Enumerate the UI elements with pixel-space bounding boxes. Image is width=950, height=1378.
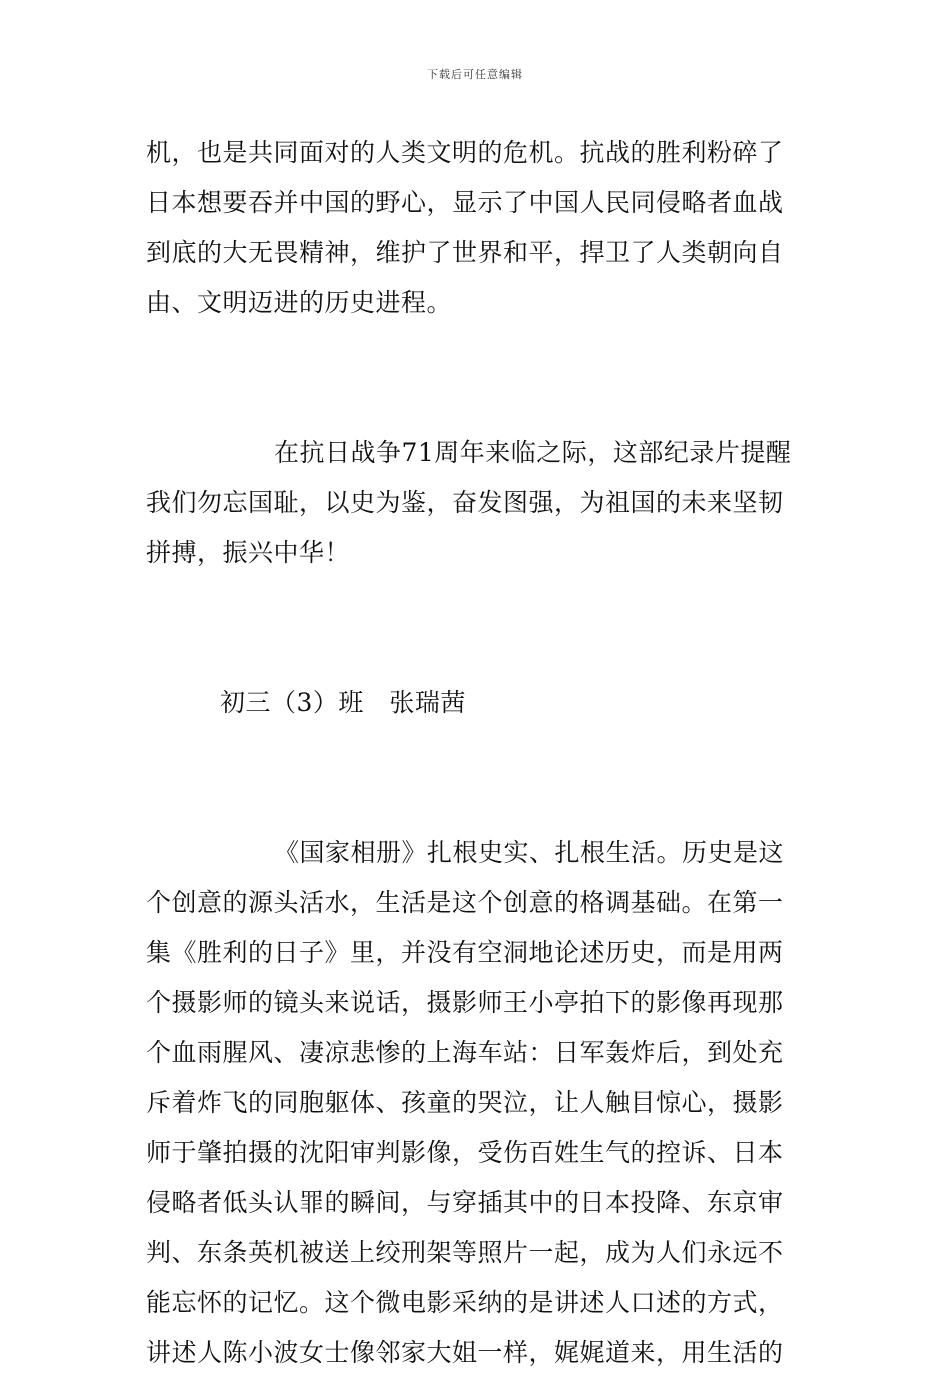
paragraph-national-album [146,828,808,1378]
text-line: 在抗日战争71周年来临之际，这部纪录片提醒 [274,438,792,467]
text-line: 集《胜利的日子》里，并没有空洞地论述历史，而是用两 [146,938,784,967]
paragraph-spacer [146,378,808,428]
text-line: 个血雨腥风、凄凉悲惨的上海车站：日军轰炸后，到处充 [146,1038,784,1067]
text-line: 到底的大无畏精神，维护了世界和平，捍卫了人类朝向自 [146,238,784,267]
text-line: 讲述人陈小波女士像邻家大姐一样，娓娓道来，用生活的 [146,1338,784,1367]
text-line: 机，也是共同面对的人类文明的危机。抗战的胜利粉碎了 [146,138,784,167]
page-header: 下载后可任意编辑 [427,68,523,81]
paragraph-spacer [146,628,808,678]
paragraph-spacer [146,578,808,628]
text-line: 我们勿忘国耻，以史为鉴，奋发图强，为祖国的未来坚韧 [146,488,784,517]
paragraph-spacer [146,728,808,778]
text-line: 侵略者低头认罪的瞬间，与穿插其中的日本投降、东京审 [146,1188,784,1217]
text-line: 个创意的源头活水，生活是这个创意的格调基础。在第一 [146,888,784,917]
text-line: 日本想要吞并中国的野心，显示了中国人民同侵略者血战 [146,188,784,217]
text-line: 判、东条英机被送上绞刑架等照片一起，成为人们永远不 [146,1238,784,1267]
text-line: 斥着炸飞的同胞躯体、孩童的哭泣，让人触目惊心，摄影 [146,1088,784,1117]
text-line: 个摄影师的镜头来说话，摄影师王小亭拍下的影像再现那 [146,988,784,1017]
text-line: 《国家相册》扎根史实、扎根生活。历史是这 [274,838,785,867]
document-body [146,128,808,1378]
text-line: 拼搏，振兴中华！ [146,538,351,567]
paragraph-spacer [146,328,808,378]
paragraph-closing-remarks [146,128,808,328]
text-line: 师于肇拍摄的沈阳审判影像，受伤百姓生气的控诉、日本 [146,1138,784,1167]
paragraph-spacer [146,778,808,828]
text-line: 由、文明迈进的历史进程。 [146,288,453,317]
author-signature: 初三（3）班 张瑞茜 [220,688,466,717]
paragraph-anniversary [146,428,808,578]
text-line: 能忘怀的记忆。这个微电影采纳的是讲述人口述的方式， [146,1288,784,1317]
